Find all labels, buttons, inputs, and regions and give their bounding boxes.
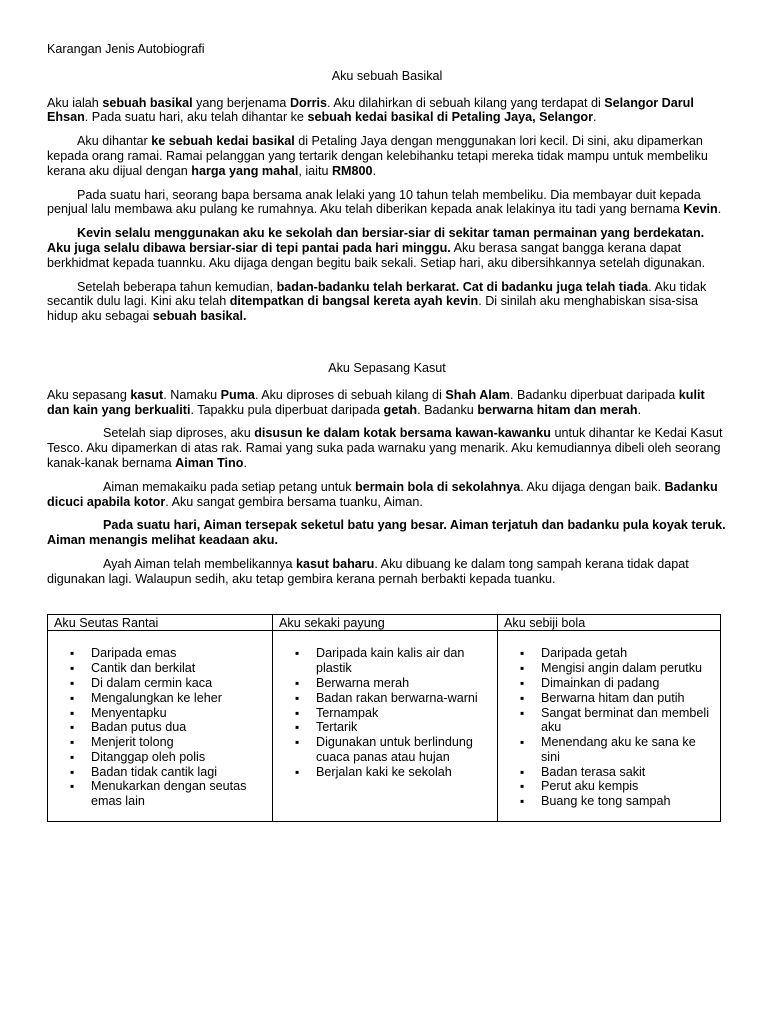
list-item: ▪ Badan terasa sakit: [504, 765, 714, 780]
bold-text: ditempatkan di bangsal kereta ayah kevin: [229, 294, 479, 309]
story-paragraph: [47, 226, 727, 270]
comparison-table: [47, 614, 721, 823]
text-run: Aku dihantar: [77, 134, 152, 149]
bold-text: Aiman Tino: [175, 455, 244, 470]
list-item: ▪ Badan putus dua: [54, 720, 266, 735]
text-run: . Namaku: [163, 387, 221, 402]
table-row: [48, 631, 721, 822]
bold-text: Selangor Darul Ehsan: [47, 95, 694, 125]
text-run: , iaitu: [298, 163, 332, 178]
list-item: ▪ Berjalan kaki ke sekolah: [279, 765, 491, 780]
list-item: ▪ Dimainkan di padang: [504, 676, 714, 691]
bold-text: berwarna hitam dan merah: [477, 402, 638, 417]
list-item: ▪ Daripada getah: [504, 646, 714, 661]
story-paragraph: [47, 557, 727, 587]
bullet-list: [279, 646, 491, 779]
document-title: Karangan Jenis Autobiografi: [47, 42, 205, 56]
list-item: ▪ Badan rakan berwarna-warni: [279, 691, 491, 706]
bold-text: Pada suatu hari, Aiman tersepak seketul batu yang besar. Aiman terjatuh dan badanku pula koyak teruk. Aiman menangis melihat keadaan aku.: [47, 518, 726, 548]
table-cell-bola: [498, 631, 721, 822]
table-header-row: [48, 614, 721, 631]
table-header-bola: Aku sebiji bola: [498, 614, 721, 631]
bold-text: badan-badanku telah berkarat. Cat di badanku juga telah tiada: [276, 279, 649, 294]
bullet-list: [54, 646, 266, 809]
story-paragraph: [47, 480, 727, 510]
list-item: ▪ Menyentapku: [54, 706, 266, 721]
table-cell-payung: [273, 631, 498, 822]
bold-text: kasut: [130, 387, 164, 402]
text-run: Setelah siap diproses, aku: [103, 426, 255, 441]
text-run: Ayah Aiman telah membelikannya: [103, 556, 296, 571]
bold-text: ke sebuah kedai basikal: [151, 134, 295, 149]
list-item: ▪ Ternampak: [279, 706, 491, 721]
bold-text: Shah Alam: [445, 387, 510, 402]
text-run: .: [372, 163, 377, 178]
bold-text: sebuah kedai basikal di Petaling Jaya, Selangor: [307, 110, 594, 125]
list-item: ▪ Menukarkan dengan seutas emas lain: [54, 779, 266, 809]
bold-text: sebuah basikal: [102, 95, 193, 110]
story-paragraph: [47, 518, 727, 548]
list-item: ▪ Daripada emas: [54, 646, 266, 661]
list-item: ▪ Mengisi angin dalam perutku: [504, 661, 714, 676]
list-item: ▪ Di dalam cermin kaca: [54, 676, 266, 691]
list-item: ▪ Berwarna hitam dan putih: [504, 691, 714, 706]
bold-text: Puma: [220, 387, 255, 402]
bold-text: RM800: [331, 163, 373, 178]
bold-text: sebuah basikal.: [152, 309, 247, 324]
bold-text: Kevin: [683, 202, 718, 217]
table-header-rantai: Aku Seutas Rantai: [48, 614, 273, 631]
list-item: ▪ Perut aku kempis: [504, 779, 714, 794]
story-paragraph: [47, 96, 727, 126]
text-run: . Tapakku pula diperbuat daripada: [190, 402, 384, 417]
list-item: ▪ Digunakan untuk berlindung cuaca panas atau hujan: [279, 735, 491, 765]
text-run: .: [717, 202, 722, 217]
story-basikal-body: [47, 96, 727, 324]
text-run: . Pada suatu hari, aku telah dihantar ke: [84, 110, 308, 125]
text-run: .: [243, 455, 247, 470]
story-paragraph: [47, 134, 727, 178]
text-run: Aku ialah: [47, 95, 103, 110]
table-cell-rantai: [48, 631, 273, 822]
text-run: Aku berasa sangat bangga kerana dapat berkhidmat kepada tuannku. Aku dijaga dengan begitu baik sekali. Setiap hari, aku dibersihkannya setelah digunakan.: [47, 240, 706, 270]
bold-text: Kevin selalu menggunakan aku ke sekolah dan bersiar-siar di sekitar taman permainan yang berdekatan. Aku juga selalu dibawa bersiar-siar di tepi pantai pada hari minggu.: [47, 226, 705, 255]
text-run: .: [593, 110, 597, 125]
story-paragraph: [47, 188, 727, 218]
text-run: . Badanku diperbuat daripada: [510, 387, 679, 402]
text-run: .: [637, 402, 642, 417]
list-item: ▪ Sangat berminat dan membeli aku: [504, 706, 714, 736]
bold-text: bermain bola di sekolahnya: [355, 479, 521, 494]
table-header-payung: Aku sekaki payung: [273, 614, 498, 631]
list-item: ▪ Mengalungkan ke leher: [54, 691, 266, 706]
text-run: . Badanku: [417, 402, 478, 417]
list-item: ▪ Berwarna merah: [279, 676, 491, 691]
text-run: . Aku dijaga dengan baik.: [520, 479, 665, 494]
list-item: ▪ Buang ke tong sampah: [504, 794, 714, 809]
text-run: untuk dihantar ke Kedai Kasut Tesco. Aku dipamerkan di atas rak. Ramai yang suka pada warnaku yang menarik. Aku kemudiannya dibeli oleh seorang kanak-kanak bernama: [47, 426, 723, 470]
text-run: Aiman memakaiku pada setiap petang untuk: [103, 479, 356, 494]
text-run: di Petaling Jaya dengan menggunakan lori kecil. Di sini, aku dipamerkan kepada orang ramai. Ramai pelanggan yang tertarik dengan kelebihanku tetapi mereka tidak mampu untuk membeliku kerana aku dijual dengan: [47, 134, 708, 178]
list-item: ▪ Cantik dan berkilat: [54, 661, 266, 676]
text-run: Setelah beberapa tahun kemudian,: [77, 279, 277, 294]
text-run: yang berjenama: [192, 95, 290, 110]
bold-text: kasut baharu: [295, 556, 375, 571]
story-title-kasut: Aku Sepasang Kasut: [328, 360, 446, 375]
text-run: . Aku dibuang ke dalam tong sampah kerana tidak dapat digunakan lagi. Walaupun sedih, aku tetap gembira kerana pernah berbakti kepada tuanku.: [47, 556, 689, 586]
bold-text: kulit dan kain yang berkualiti: [47, 387, 705, 417]
bold-text: Badanku dicuci apabila kotor: [47, 479, 718, 509]
story-title-basikal: Aku sebuah Basikal: [331, 68, 443, 83]
bold-text: harga yang mahal: [191, 163, 299, 178]
story-paragraph: [47, 388, 727, 418]
bold-text: Dorris: [289, 95, 328, 110]
list-item: ▪ Badan tidak cantik lagi: [54, 765, 266, 780]
list-item: ▪ Menendang aku ke sana ke sini: [504, 735, 714, 765]
bold-text: getah: [383, 402, 418, 417]
story-paragraph: [47, 426, 727, 470]
list-item: ▪ Daripada kain kalis air dan plastik: [279, 646, 491, 676]
bullet-list: [504, 646, 714, 809]
text-run: Pada suatu hari, seorang bapa bersama anak lelaki yang 10 tahun telah membeliku. Dia membayar duit kepada penjual lalu membawa aku pulang ke rumahnya. Aku telah diberikan kepada anak lelakinya itu tadi yang bernama: [47, 187, 701, 217]
text-run: . Aku tidak secantik dulu lagi. Kini aku telah: [47, 279, 707, 309]
story-paragraph: [47, 280, 727, 324]
document-page: [47, 42, 727, 822]
bold-text: disusun ke dalam kotak bersama kawan-kawanku: [254, 426, 551, 441]
text-run: . Aku sangat gembira bersama tuanku, Aiman.: [165, 494, 423, 509]
story-kasut-body: [47, 388, 727, 587]
list-item: ▪ Menjerit tolong: [54, 735, 266, 750]
text-run: . Aku dilahirkan di sebuah kilang yang terdapat di: [327, 95, 605, 110]
text-run: . Di sinilah aku menghabiskan sisa-sisa hidup aku sebagai: [47, 294, 699, 324]
text-run: . Aku diproses di sebuah kilang di: [254, 387, 446, 402]
text-run: Aku sepasang: [47, 387, 131, 402]
list-item: ▪ Tertarik: [279, 720, 491, 735]
list-item: ▪ Ditanggap oleh polis: [54, 750, 266, 765]
